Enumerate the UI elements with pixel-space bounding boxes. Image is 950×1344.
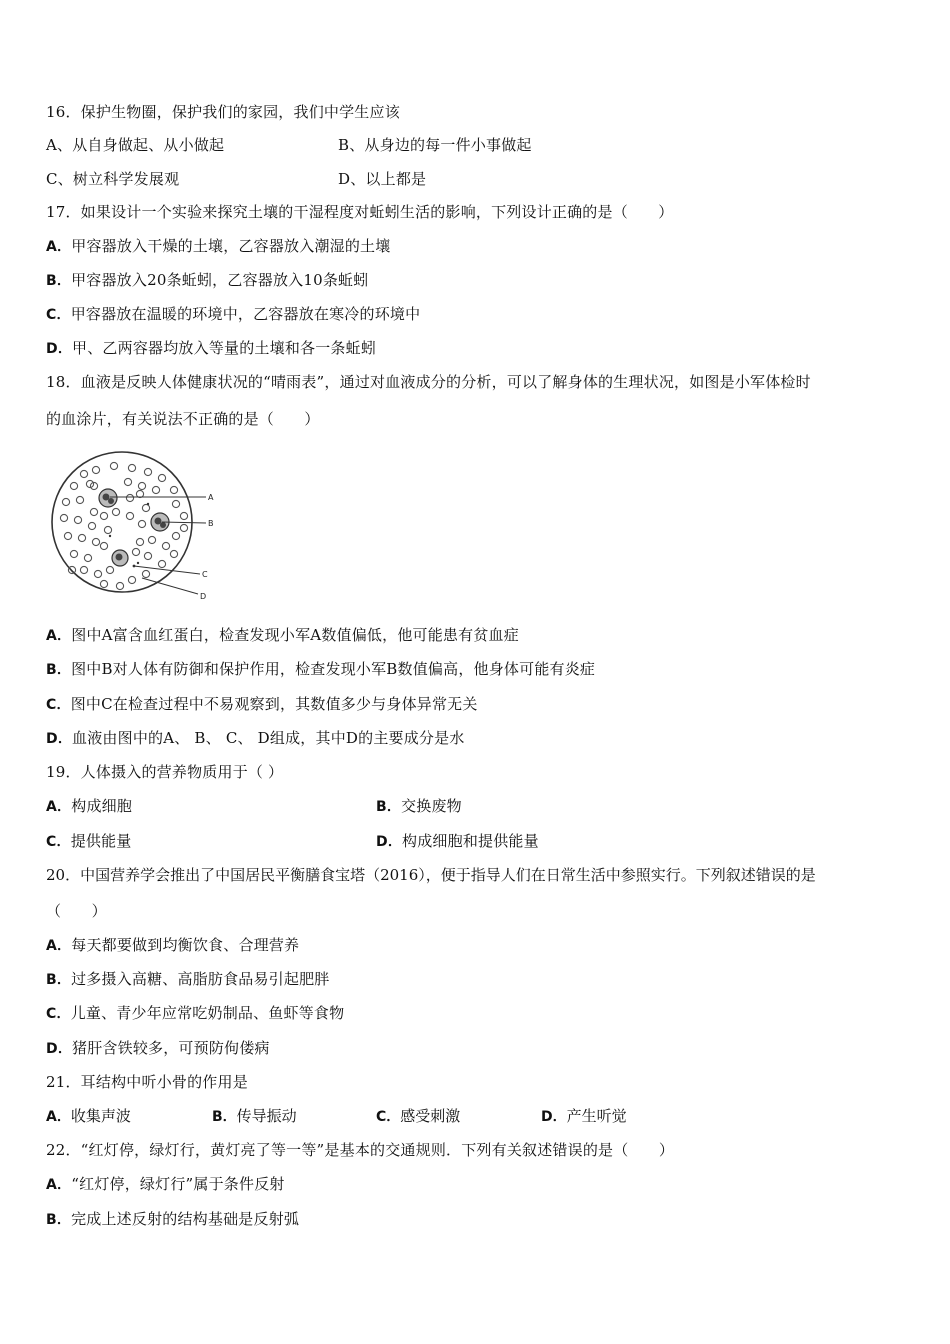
option-label: A．: [46, 799, 72, 815]
red-blood-cell: [158, 474, 165, 481]
red-blood-cell: [116, 582, 123, 589]
option-text: 甲、乙两容器均放入等量的土壤和各一条蚯蚓: [72, 339, 377, 357]
red-blood-cell: [172, 532, 179, 539]
option-text: 图中B对人体有防御和保护作用，检查发现小军B数值偏高，他身体可能有炎症: [71, 660, 596, 678]
q18-stem-line2: 的血涂片，有关说法不正确的是（ ）: [46, 410, 320, 428]
q22-option-b: [46, 1207, 299, 1231]
q16-stem: 16．保护生物圈，保护我们的家园，我们中学生应该: [46, 103, 400, 121]
q16-option-c: C、树立科学发展观: [46, 170, 180, 188]
option-label: D．: [46, 341, 73, 357]
red-blood-cell: [84, 554, 91, 561]
option-text: 甲容器放入20条蚯蚓，乙容器放入10条蚯蚓: [71, 271, 369, 289]
option-label: A．: [46, 938, 72, 954]
red-blood-cell: [74, 516, 81, 523]
option-text: 每天都要做到均衡饮食、合理营养: [71, 936, 300, 954]
red-blood-cell: [132, 548, 139, 555]
red-blood-cell: [142, 570, 149, 577]
q19-stem: 19．人体摄入的营养物质用于（ ）: [46, 763, 284, 781]
red-blood-cell: [138, 520, 145, 527]
red-blood-cell: [170, 550, 177, 557]
option-text: 图中A富含血红蛋白，检查发现小军A数值偏低，他可能患有贫血症: [71, 626, 519, 644]
red-blood-cell: [78, 534, 85, 541]
option-label: D．: [46, 1041, 73, 1057]
q20-stem-line2: （ ）: [46, 902, 107, 920]
option-label: A．: [46, 1109, 71, 1125]
q17-option-c: [46, 302, 420, 326]
q18-option-b: [46, 657, 595, 681]
option-label: C．: [46, 834, 71, 850]
q18-option-c: [46, 692, 478, 716]
option-label: B．: [376, 799, 402, 815]
option-text: 猪肝含铁较多，可预防佝偻病: [72, 1039, 270, 1057]
red-blood-cell: [144, 552, 151, 559]
red-blood-cell: [144, 468, 151, 475]
q21-stem: 21．耳结构中听小骨的作用是: [46, 1073, 248, 1091]
red-blood-cell: [158, 560, 165, 567]
q21-option-d: [541, 1104, 627, 1128]
red-blood-cell: [152, 486, 159, 493]
red-blood-cell: [136, 538, 143, 545]
q18-option-a: [46, 623, 519, 647]
figure-label-a: A: [208, 493, 214, 502]
red-blood-cell: [104, 526, 111, 533]
red-blood-cell: [64, 532, 71, 539]
q20-option-d: [46, 1036, 270, 1060]
option-text: “红灯停，绿灯行”属于条件反射: [71, 1175, 285, 1193]
option-label: B．: [212, 1109, 237, 1125]
red-blood-cell: [60, 514, 67, 521]
option-text: 过多摄入高糖、高脂肪食品易引起肥胖: [71, 970, 330, 988]
figure-label-c: C: [202, 570, 208, 579]
q17-option-b: [46, 268, 368, 292]
option-text: 交换废物: [401, 797, 462, 815]
red-blood-cell: [92, 538, 99, 545]
figure-label-b: B: [208, 519, 214, 528]
option-label: C．: [46, 1006, 71, 1022]
q19-option-d: [376, 829, 539, 853]
red-blood-cell: [100, 542, 107, 549]
red-blood-cell: [94, 570, 101, 577]
option-label: D．: [46, 731, 73, 747]
red-blood-cell: [106, 566, 113, 573]
red-blood-cell: [88, 522, 95, 529]
red-blood-cell: [172, 500, 179, 507]
option-label: B．: [46, 662, 72, 678]
q18-option-d: [46, 726, 465, 750]
option-label: A．: [46, 628, 72, 644]
option-text: 收集声波: [70, 1107, 131, 1125]
blood-smear-illustration: [44, 446, 234, 606]
red-blood-cell: [126, 494, 133, 501]
option-text: 儿童、青少年应常吃奶制品、鱼虾等食物: [70, 1004, 345, 1022]
red-blood-cell: [70, 550, 77, 557]
q21-option-b: [212, 1104, 297, 1128]
q16-option-d: D、以上都是: [338, 170, 427, 188]
red-blood-cell: [128, 576, 135, 583]
red-blood-cell: [170, 486, 177, 493]
q20-option-a: [46, 933, 299, 957]
q17-option-d: [46, 336, 376, 360]
q20-option-b: [46, 967, 329, 991]
q16-option-a: A、从自身做起、从小做起: [46, 136, 225, 154]
q18-stem-line1: 18．血液是反映人体健康状况的“晴雨表”，通过对血液成分的分析，可以了解身体的生理状况，如图是小军体检时: [46, 373, 811, 391]
red-blood-cell: [148, 536, 155, 543]
option-text: 感受刺激: [400, 1107, 461, 1125]
option-label: B．: [46, 273, 72, 289]
red-blood-cell: [100, 512, 107, 519]
red-blood-cell: [138, 482, 145, 489]
red-blood-cell: [80, 470, 87, 477]
q21-option-c: [376, 1104, 460, 1128]
red-blood-cell: [126, 512, 133, 519]
option-text: 构成细胞: [71, 797, 133, 815]
option-label: D．: [541, 1109, 567, 1125]
q17-stem: 17．如果设计一个实验来探究土壤的干湿程度对蚯蚓生活的影响，下列设计正确的是（ ）: [46, 203, 674, 221]
red-blood-cell: [110, 462, 117, 469]
q19-option-c: [46, 829, 132, 853]
option-label: C．: [46, 697, 71, 713]
red-blood-cell: [142, 504, 149, 511]
option-label: B．: [46, 972, 72, 988]
option-text: 甲容器放在温暖的环境中，乙容器放在寒冷的环境中: [70, 305, 421, 323]
q19-option-a: [46, 794, 132, 818]
q16-option-b: B、从身边的每一件小事做起: [338, 136, 532, 154]
option-text: 血液由图中的A、 B、 C、 D组成，其中D的主要成分是水: [72, 729, 465, 747]
option-text: 甲容器放入干燥的土壤，乙容器放入潮湿的土壤: [71, 237, 391, 255]
q21-option-a: [46, 1104, 131, 1128]
red-blood-cell: [62, 498, 69, 505]
red-blood-cell: [80, 566, 87, 573]
option-label: C．: [46, 307, 71, 323]
red-blood-cell: [70, 482, 77, 489]
option-text: 构成细胞和提供能量: [402, 832, 539, 850]
red-blood-cell: [162, 542, 169, 549]
option-text: 提供能量: [70, 832, 132, 850]
option-text: 完成上述反射的结构基础是反射弧: [71, 1210, 300, 1228]
option-text: 产生听觉: [566, 1107, 627, 1125]
q20-option-c: [46, 1001, 344, 1025]
option-text: 传导振动: [236, 1107, 297, 1125]
figure-label-d: D: [200, 592, 207, 601]
option-label: A．: [46, 239, 72, 255]
blood-smear-figure: [44, 446, 234, 606]
option-label: D．: [376, 834, 403, 850]
option-label: B．: [46, 1212, 72, 1228]
q17-option-a: [46, 234, 390, 258]
red-blood-cell: [112, 508, 119, 515]
red-blood-cell: [90, 508, 97, 515]
red-blood-cell: [180, 512, 187, 519]
red-blood-cell: [100, 580, 107, 587]
red-blood-cell: [180, 524, 187, 531]
red-blood-cell: [92, 466, 99, 473]
q22-stem: 22．“红灯停，绿灯行，黄灯亮了等一等”是基本的交通规则．下列有关叙述错误的是（ ）: [46, 1141, 675, 1159]
red-blood-cell: [128, 464, 135, 471]
option-label: A．: [46, 1177, 72, 1193]
q20-stem-line1: 20．中国营养学会推出了中国居民平衡膳食宝塔（2016），便于指导人们在日常生活中参照实行。下列叙述错误的是: [46, 866, 816, 884]
q22-option-a: [46, 1172, 285, 1196]
q19-option-b: [376, 794, 462, 818]
option-text: 图中C在检查过程中不易观察到，其数值多少与身体异常无关: [70, 695, 478, 713]
red-blood-cell: [76, 496, 83, 503]
option-label: C．: [376, 1109, 401, 1125]
red-blood-cell: [124, 478, 131, 485]
